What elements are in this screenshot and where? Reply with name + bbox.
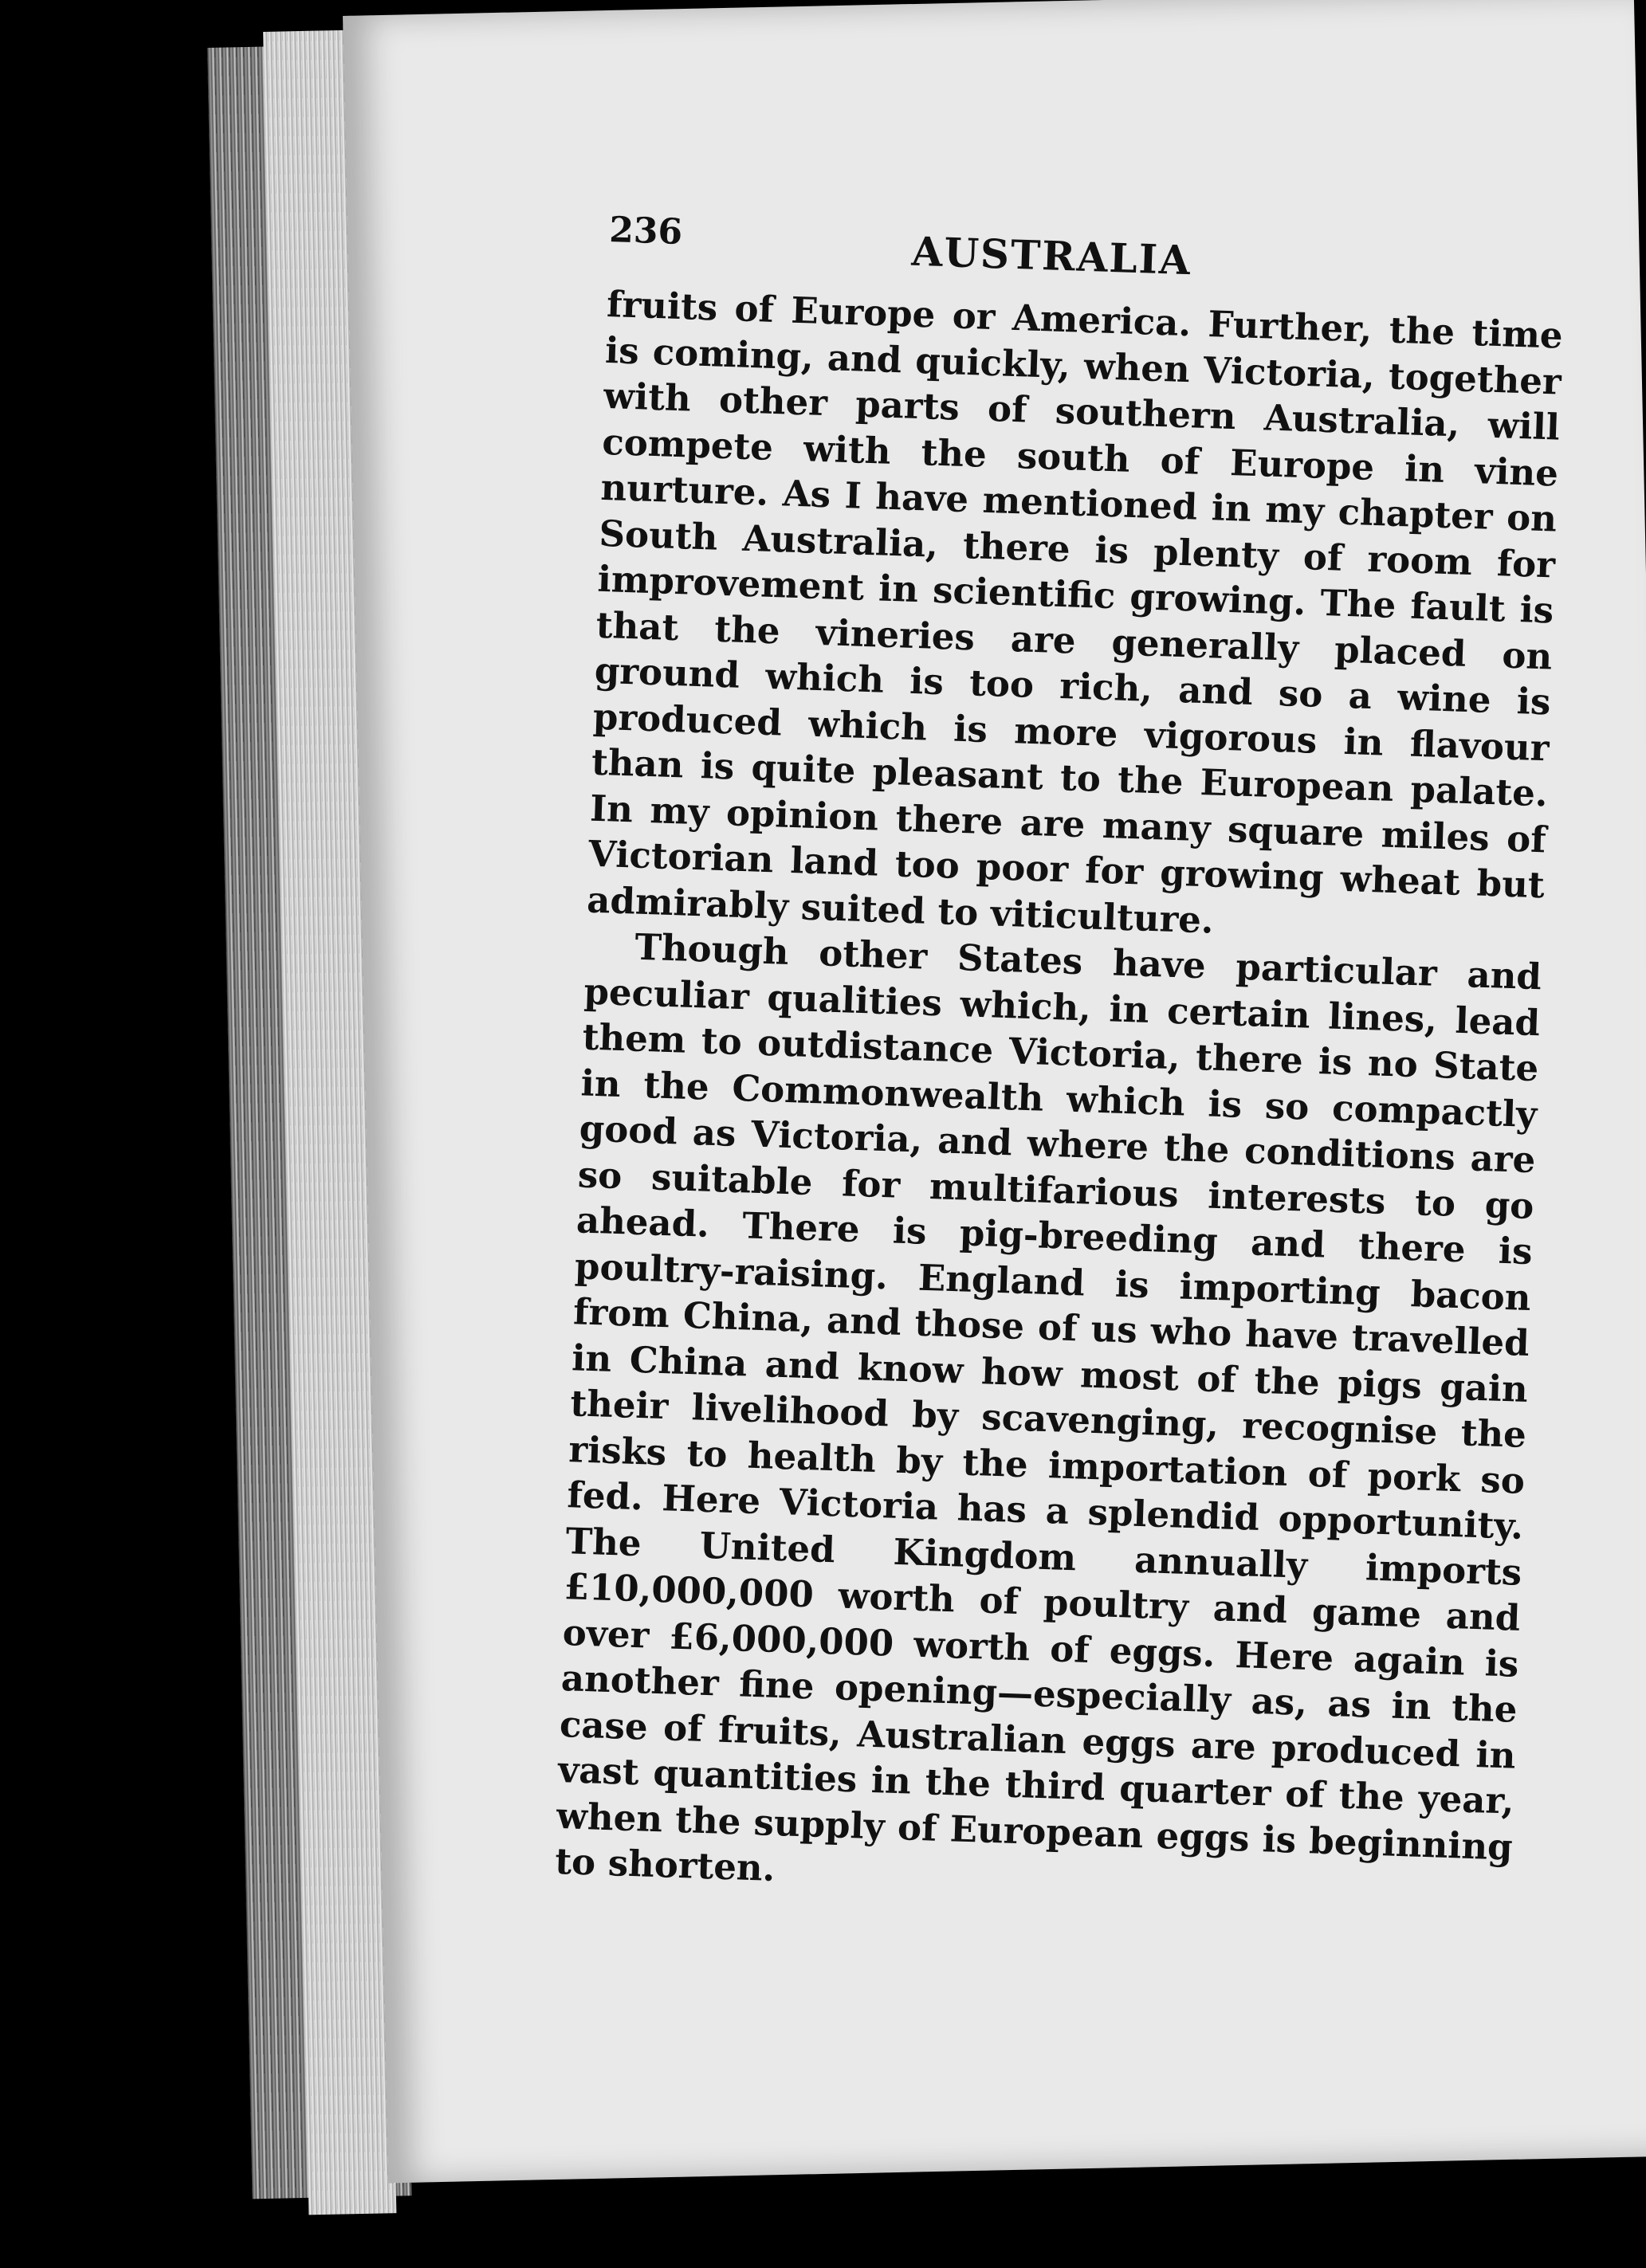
paragraph-1: fruits of Europe or America. Further, the time is coming, and quickly, when Victoria, together with other parts of southern Australia, will compete with the south of Europe in vine nurture. As I have mentioned in my chapter on South Australia, there is plenty of room for improvement in scientific growing. The fault is that the vineries are generally placed on ground which is too rich, and so a wine is produced which is more vigorous in flavour than is quite pleasant to the European palate. In my opinion there are many square miles of Victorian land too poor for growing wheat but admirably suited to viticulture.: [586, 282, 1564, 942]
running-head: AUSTRALIA: [910, 227, 1192, 284]
page-number: 236: [608, 210, 683, 253]
page-content: [554, 210, 1565, 1916]
paragraph-2: Though other States have particular and peculiar qualities which, in certain lines, lead them to outdistance Victoria, there is no State in the Commonwealth which is so compactly good as Victoria, and where the conditions are so suitable for multifarious interests to go ahead. There is pig-breeding and there is poultry-raising. England is importing bacon from China, and those of us who have travelled in China and know how most of the pigs gain their livelihood by scavenging, recognise the risks to health by the importation of pork so fed. Here Victoria has a splendid opportunity. The United Kingdom annually imports £10,000,000 worth of poultry and game and over £6,000,000 worth of eggs. Here again is another fine opening—especially as, as in the case of fruits, Australian eggs are produced in vast quantities in the third quarter of the year, when the supply of European eggs is beginning to shorten.: [554, 925, 1542, 1890]
book-page: [343, 0, 1646, 2183]
